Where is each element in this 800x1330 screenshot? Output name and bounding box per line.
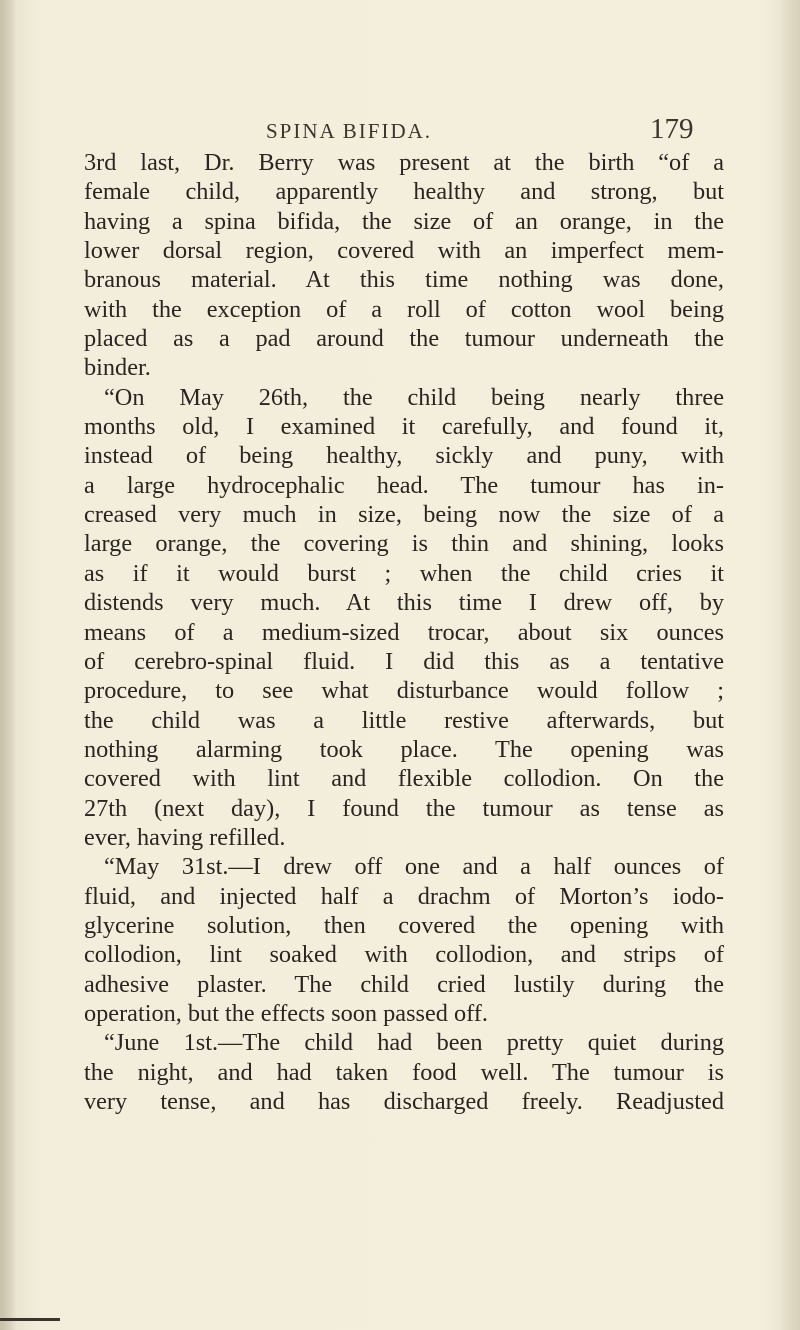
text-line: nothing alarming took place. The opening was (84, 735, 724, 763)
page-corner-mark (0, 1318, 60, 1321)
text-line: months old, I examined it carefully, and found it, (84, 413, 724, 441)
binding-shadow (0, 0, 16, 1330)
text-line: with the exception of a roll of cotton wool being (84, 295, 724, 323)
text-line: collodion, lint soaked with collodion, and strips of (84, 941, 724, 969)
text-line: distends very much. At this time I drew off, by (84, 589, 724, 617)
text-line: a large hydrocephalic head. The tumour has in- (84, 471, 724, 499)
text-line: placed as a pad around the tumour underneath the (84, 325, 724, 353)
text-line: having a spina bifida, the size of an orange, in the (84, 207, 724, 235)
text-line: the child was a little restive afterwards, but (84, 706, 724, 734)
text-line: branous material. At this time nothing was done, (84, 266, 724, 294)
text-line: “June 1st.—The child had been pretty quiet during (104, 1029, 724, 1057)
text-line: ever, having refilled. (84, 823, 286, 851)
text-line: means of a medium-sized trocar, about six ounces (84, 618, 724, 646)
text-line: glycerine solution, then covered the opening with (84, 911, 724, 939)
text-line: female child, apparently healthy and strong, but (84, 178, 724, 206)
page-edge (778, 0, 800, 1330)
text-line: “May 31st.—I drew off one and a half ounces of (104, 853, 724, 881)
text-line: operation, but the effects soon passed off. (84, 999, 488, 1027)
text-line: lower dorsal region, covered with an imperfect mem- (84, 237, 724, 265)
page-number: 179 (650, 113, 694, 145)
body-text (84, 148, 724, 1116)
text-line: 3rd last, Dr. Berry was present at the birth “of a (84, 149, 724, 176)
running-title: SPINA BIFIDA. (266, 119, 433, 143)
text-line: adhesive plaster. The child cried lustily during the (84, 970, 724, 998)
text-line: very tense, and has discharged freely. Readjusted (84, 1088, 724, 1115)
text-line: procedure, to see what disturbance would follow ; (84, 677, 724, 705)
page-header (0, 113, 800, 153)
text-line: covered with lint and flexible collodion. On the (84, 765, 724, 793)
text-line: the night, and had taken food well. The tumour is (84, 1058, 724, 1086)
text-line: fluid, and injected half a drachm of Morton’s iodo- (84, 882, 724, 910)
text-line: as if it would burst ; when the child cries it (84, 559, 724, 587)
text-line: “On May 26th, the child being nearly three (104, 383, 724, 411)
text-line: of cerebro-spinal fluid. I did this as a tentative (84, 647, 724, 675)
text-line: large orange, the covering is thin and shining, looks (84, 530, 724, 558)
text-line: binder. (84, 354, 151, 382)
text-line: creased very much in size, being now the size of a (84, 501, 724, 529)
text-line: instead of being healthy, sickly and puny, with (84, 442, 724, 470)
text-line: 27th (next day), I found the tumour as tense as (84, 794, 724, 822)
